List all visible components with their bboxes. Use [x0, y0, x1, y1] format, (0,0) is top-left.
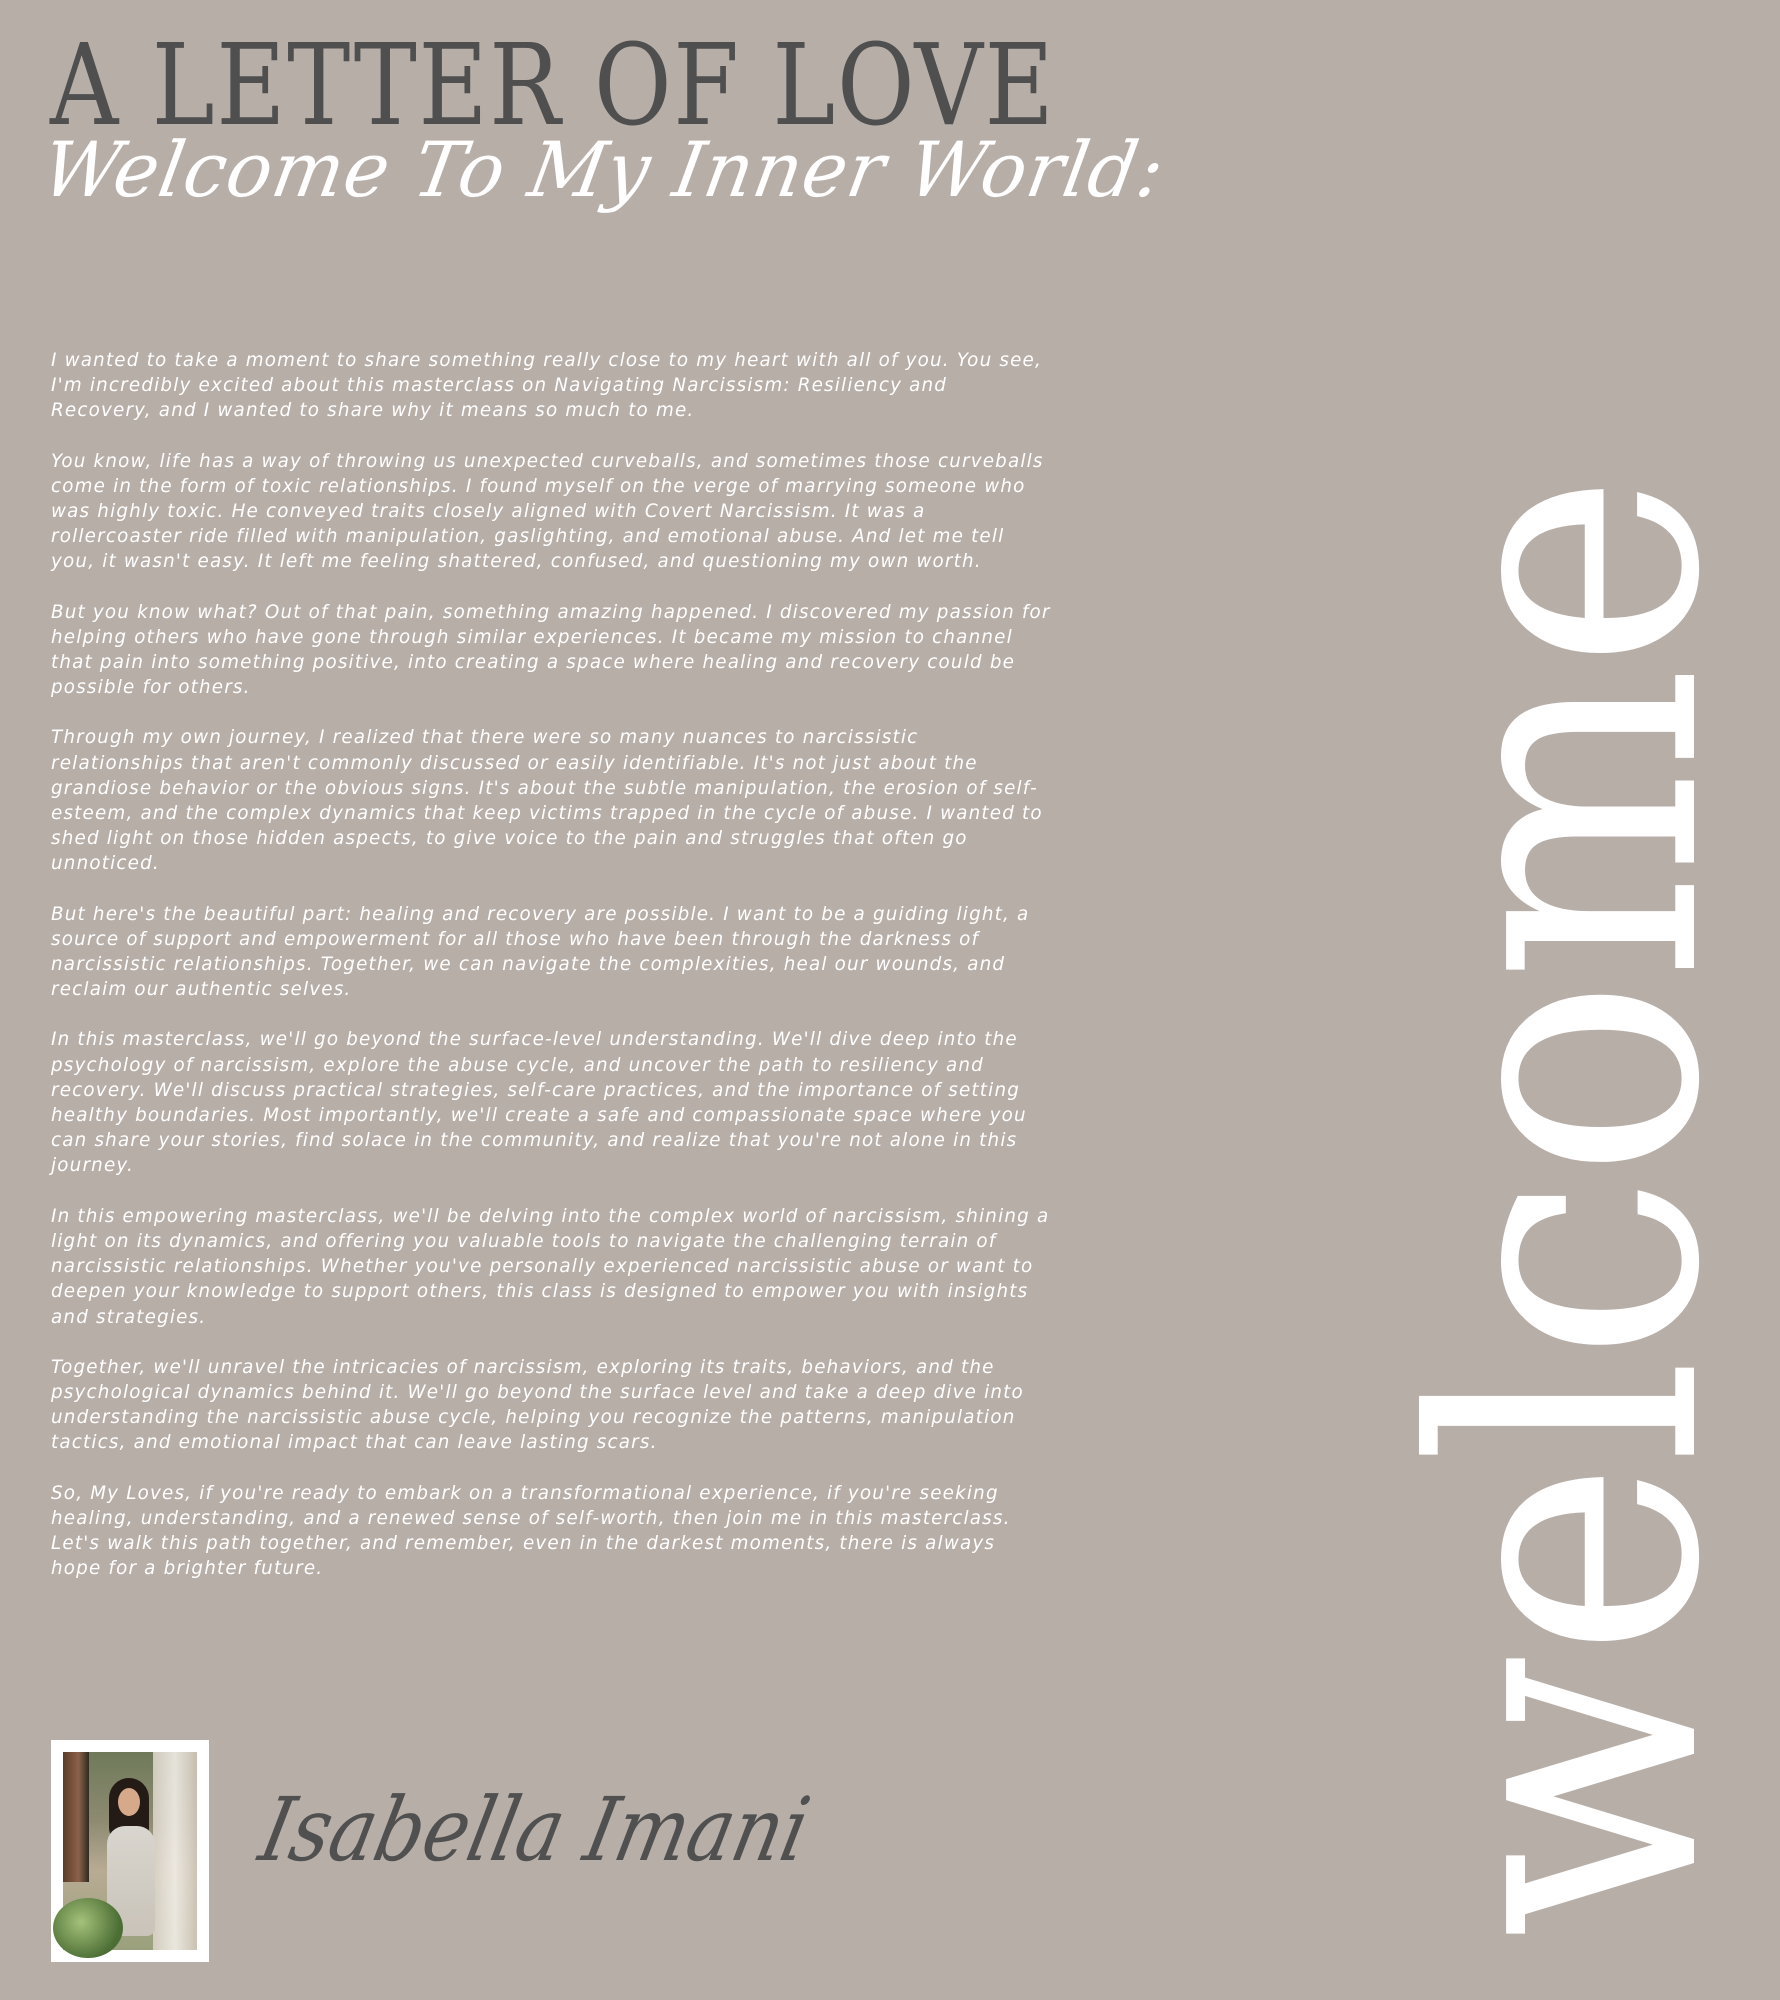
- page-title: A LETTER OF LOVE: [50, 21, 1056, 151]
- letter-paragraph: Together, we'll unravel the intricacies of narcissism, exploring its traits, behaviors, and the psychological dynamics behind it. We'll go beyond the surface level and take a deep dive into understanding the narcissistic abuse cycle, helping you recognize the patterns, manipulation tactics, and emotional impact that can leave lasting scars.: [51, 1356, 1024, 1454]
- vertical-welcome-word: welcome: [1359, 476, 1780, 1939]
- letter-paragraph: So, My Loves, if you're ready to embark on a transformational experience, if you're seeking healing, understanding, and a renewed sense of self-worth, then join me in this masterclass. Let's walk this path together, and remember, even in the darkest moments, there is always hope for a brighter future.: [51, 1482, 1011, 1580]
- letter-paragraph: But here's the beautiful part: healing and recovery are possible. I want to be a guiding light, a source of support and empowerment for all those who have been through the darkness of narcissistic relationships. Together, we can navigate the complexities, heal our wounds, and reclaim our authentic selves.: [51, 903, 1030, 1001]
- letter-paragraph: I wanted to take a moment to share something really close to my heart with all of you. You see, I'm incredibly excited about this masterclass on Navigating Narcissism: Resiliency and Recovery, and I wanted to share why it means so much to me.: [51, 350, 1042, 422]
- author-signature: Isabella Imani: [251, 1778, 819, 1881]
- subtitle: Welcome To My Inner World:: [35, 125, 1172, 214]
- letter-paragraph: But you know what? Out of that pain, something amazing happened. I discovered my passion for helping others who have gone through similar experiences. It became my mission to channel that pain into something positive, into creating a space where healing and recovery could be possible for others.: [51, 601, 1051, 699]
- author-photo: [63, 1752, 197, 1950]
- letter-paragraph: In this empowering masterclass, we'll be delving into the complex world of narcissism, shining a light on its dynamics, and offering you valuable tools to navigate the challenging terrain of narcissistic relationships. Whether you've personally experienced narcissistic abuse or want to deepen your knowledge to support others, this class is designed to empower you with insights and strategies.: [51, 1205, 1050, 1328]
- photo-window: [63, 1752, 89, 1882]
- photo-face: [118, 1788, 140, 1816]
- photo-curtain: [153, 1752, 197, 1950]
- letter-paragraph: In this masterclass, we'll go beyond the surface-level understanding. We'll dive deep into the psychology of narcissism, explore the abuse cycle, and uncover the path to resiliency and recovery. We'll discuss practical strategies, self-care practices, and the importance of setting healthy boundaries. Most importantly, we'll create a safe and compassionate space where you can share your stories, find solace in the community, and realize that you're not alone in this journey.: [51, 1029, 1027, 1177]
- author-photo-frame: [51, 1740, 209, 1962]
- letter-body: [51, 348, 1051, 1606]
- photo-plant: [53, 1898, 123, 1958]
- letter-paragraph: You know, life has a way of throwing us unexpected curveballs, and sometimes those curveballs come in the form of toxic relationships. I found myself on the verge of marrying someone who was highly toxic. He conveyed traits closely aligned with Covert Narcissism. It was a rollercoaster ride filled with manipulation, gaslighting, and emotional abuse. And let me tell you, it wasn't easy. It left me feeling shattered, confused, and questioning my own worth.: [51, 450, 1044, 573]
- letter-paragraph: Through my own journey, I realized that there were so many nuances to narcissistic relationships that aren't commonly discussed or easily identifiable. It's not just about the grandiose behavior or the obvious signs. It's about the subtle manipulation, the erosion of self-esteem, and the complex dynamics that keep victims trapped in the cycle of abuse. I wanted to shed light on those hidden aspects, to give voice to the pain and struggles that often go unnoticed.: [51, 727, 1043, 875]
